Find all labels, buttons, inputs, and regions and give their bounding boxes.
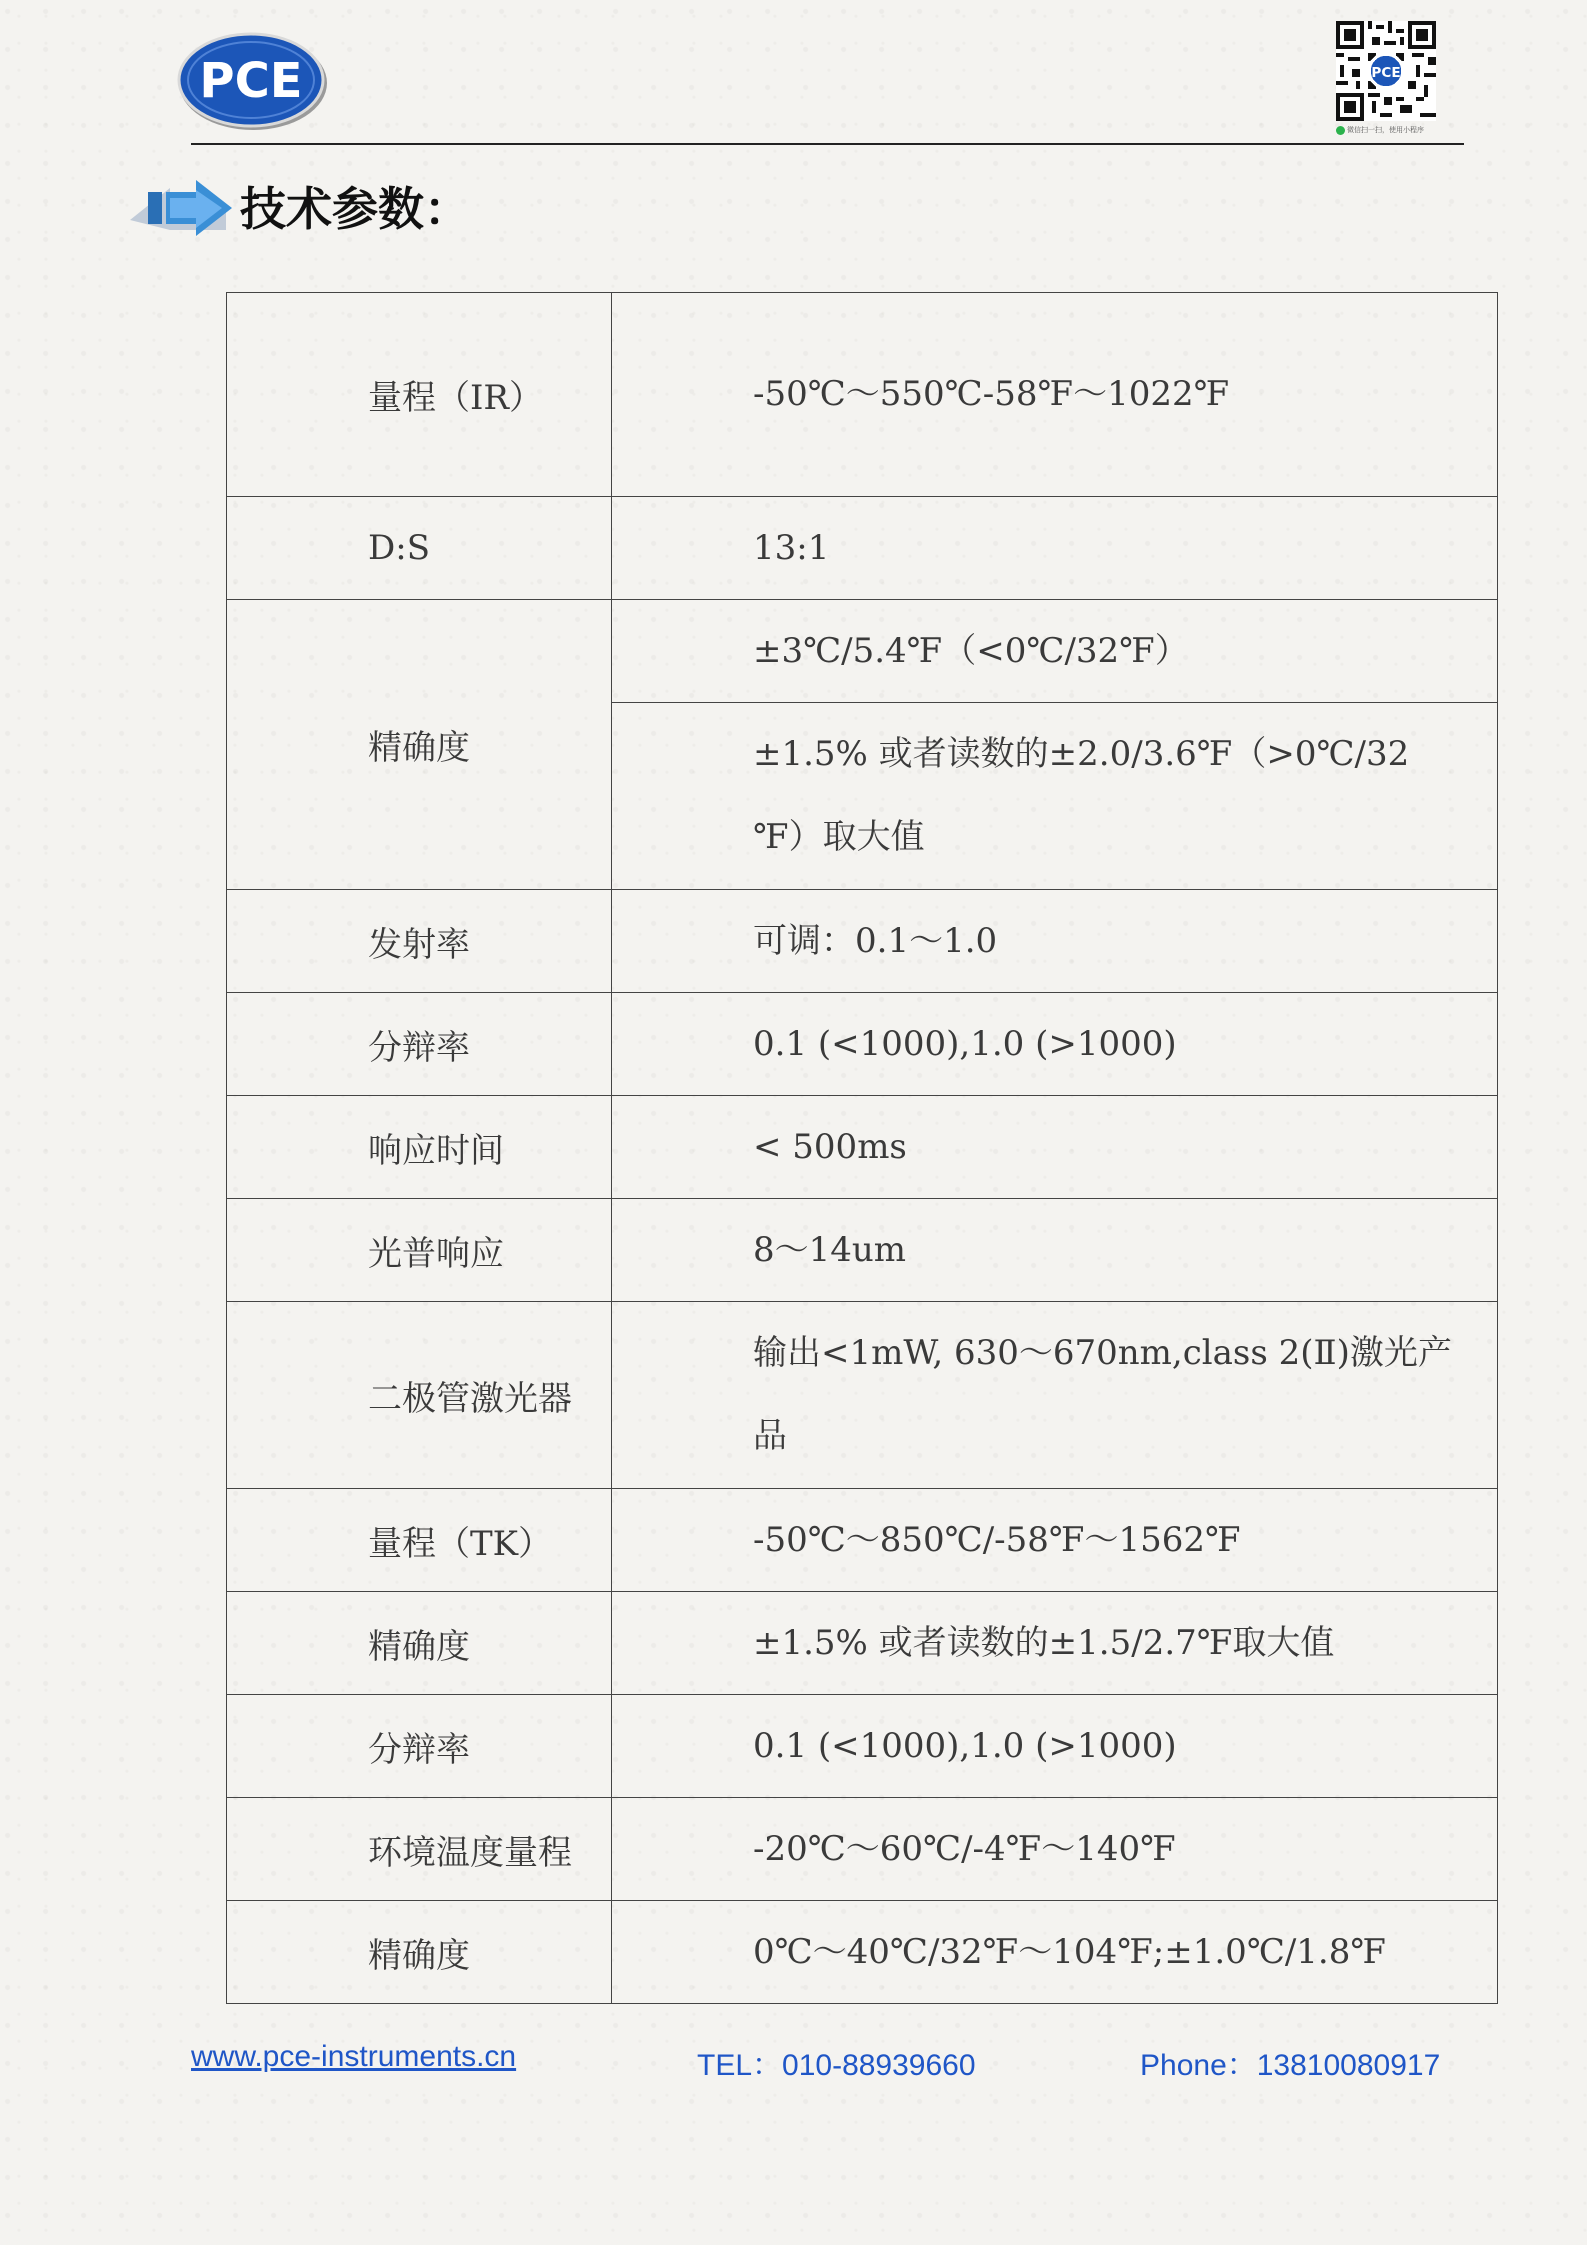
spec-value: ±1.5% 或者读数的±1.5/2.7℉取大值	[612, 1592, 1498, 1695]
spec-value: -50℃～850℃/-58℉～1562℉	[612, 1489, 1498, 1592]
table-row	[227, 1096, 1498, 1199]
table-row	[227, 1695, 1498, 1798]
spec-value: 0.1 (<1000),1.0 (>1000)	[612, 1695, 1498, 1798]
spec-value: 13:1	[612, 497, 1498, 600]
spec-label: D:S	[227, 497, 612, 600]
qr-code-icon[interactable]	[1336, 21, 1436, 121]
svg-text:PCE: PCE	[1371, 65, 1401, 81]
spec-value-line: 输出<1mW, 630～670nm,class 2(Ⅱ)激光产	[753, 1333, 1452, 1373]
telephone-text: TEL：010-88939660	[697, 2049, 976, 2082]
table-row	[227, 497, 1498, 600]
spec-value: ±3℃/5.4℉（<0℃/32℉）	[612, 600, 1498, 703]
spec-label: 量程（TK）	[227, 1489, 612, 1592]
table-row	[227, 1901, 1498, 2004]
table-row	[227, 1798, 1498, 1901]
spec-label: 二极管激光器	[227, 1302, 612, 1489]
header-rule	[191, 143, 1464, 145]
wechat-icon	[1336, 126, 1345, 135]
qr-caption	[1336, 125, 1460, 139]
qr-caption-text: 微信扫一扫，使用小程序	[1347, 126, 1424, 134]
table-row	[227, 1199, 1498, 1302]
table-row	[227, 293, 1498, 497]
spec-label: 精确度	[227, 1901, 612, 2004]
spec-label: 量程（IR）	[227, 293, 612, 497]
spec-value	[612, 703, 1498, 890]
table-row	[227, 993, 1498, 1096]
spec-value: < 500ms	[612, 1096, 1498, 1199]
spec-value-line: 品	[753, 1416, 787, 1456]
spec-value-line: ℉）取大值	[753, 817, 925, 857]
spec-label: 光普响应	[227, 1199, 612, 1302]
spec-label: 分辩率	[227, 993, 612, 1096]
spec-label: 环境温度量程	[227, 1798, 612, 1901]
pce-logo	[176, 30, 330, 132]
logo-text: PCE	[199, 53, 303, 109]
spec-label: 精确度	[227, 600, 612, 890]
spec-value-line: ±1.5% 或者读数的±2.0/3.6℉（>0℃/32	[753, 734, 1410, 774]
spec-value: 0℃～40℃/32℉～104℉;±1.0℃/1.8℉	[612, 1901, 1498, 2004]
table-row	[227, 890, 1498, 993]
table-row	[227, 1489, 1498, 1592]
spec-value: 可调：0.1～1.0	[612, 890, 1498, 993]
section-title: 技术参数：	[240, 182, 470, 236]
spec-label: 响应时间	[227, 1096, 612, 1199]
table-row	[227, 600, 1498, 703]
spec-table	[226, 292, 1498, 2004]
spec-value: 0.1 (<1000),1.0 (>1000)	[612, 993, 1498, 1096]
spec-value: -50℃～550℃-58℉～1022℉	[612, 293, 1498, 497]
table-row	[227, 1302, 1498, 1489]
spec-value	[612, 1302, 1498, 1489]
website-link[interactable]: www.pce-instruments.cn	[191, 2040, 517, 2073]
spec-value: 8～14um	[612, 1199, 1498, 1302]
spec-label: 精确度	[227, 1592, 612, 1695]
spec-label: 发射率	[227, 890, 612, 993]
arrow-right-icon	[130, 178, 234, 240]
mobile-phone-text: Phone：13810080917	[1140, 2049, 1441, 2082]
spec-value: -20℃～60℃/-4℉～140℉	[612, 1798, 1498, 1901]
table-row	[227, 1592, 1498, 1695]
spec-label: 分辩率	[227, 1695, 612, 1798]
